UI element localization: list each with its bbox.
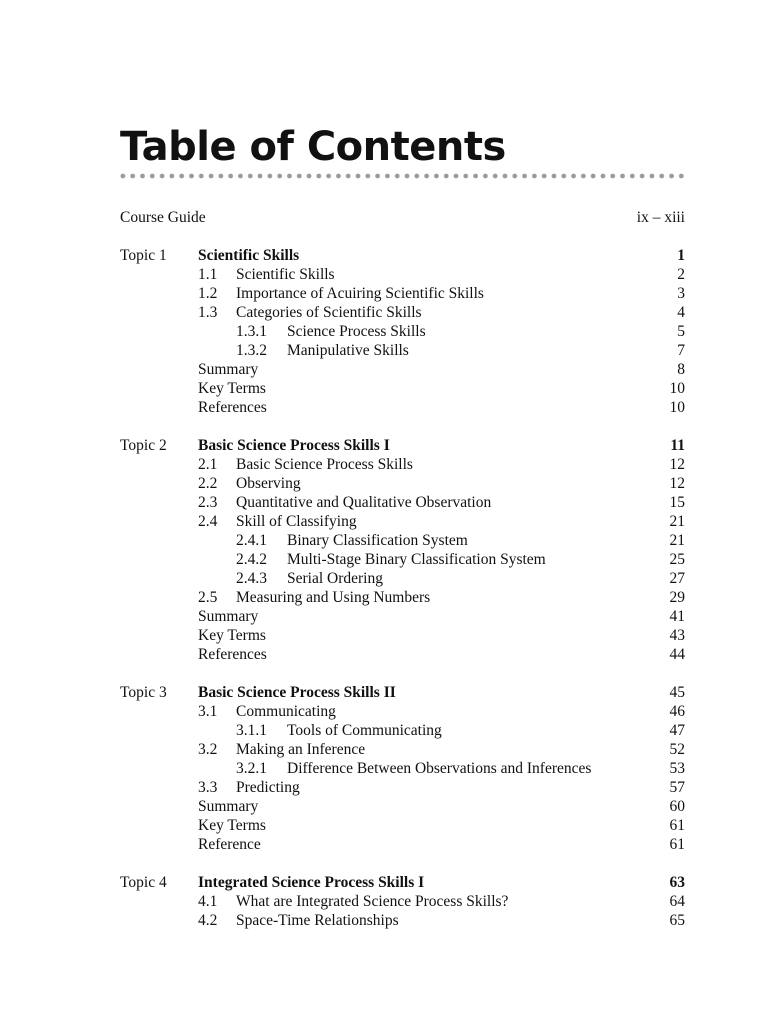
toc-page-number: 2: [677, 266, 685, 283]
toc-topic-title: Basic Science Process Skills II: [198, 684, 396, 701]
toc-page-number: 53: [669, 760, 685, 777]
toc-entry-title: References: [198, 646, 267, 663]
toc-page-number: 46: [669, 703, 685, 720]
toc-entry[interactable]: [120, 398, 685, 417]
toc-page-number: 12: [669, 475, 685, 492]
table-of-contents: [120, 208, 685, 930]
toc-topic-title: Integrated Science Process Skills I: [198, 874, 425, 891]
toc-entry[interactable]: [120, 740, 685, 759]
toc-page-number: 11: [670, 437, 685, 454]
dotted-divider: [118, 172, 684, 180]
toc-entry-title: Serial Ordering: [287, 570, 383, 587]
toc-page-number: 7: [677, 342, 685, 359]
toc-entry-label: Course Guide: [120, 209, 206, 226]
toc-topic-label: Topic 3: [120, 684, 167, 701]
toc-page-number: 27: [669, 570, 685, 587]
toc-spacer: [120, 664, 685, 683]
toc-section-number: 1.3: [198, 304, 218, 321]
toc-entry[interactable]: [120, 721, 685, 740]
toc-entry-title: Categories of Scientific Skills: [236, 304, 422, 321]
toc-page-number: ix – xiii: [636, 209, 685, 226]
toc-entry[interactable]: [120, 455, 685, 474]
toc-page-number: 12: [669, 456, 685, 473]
toc-page-number: 5: [677, 323, 685, 340]
toc-section-number: 1.3.1: [236, 323, 267, 340]
toc-entry-title: Summary: [198, 361, 259, 378]
toc-entry[interactable]: [120, 588, 685, 607]
toc-page-number: 15: [669, 494, 685, 511]
toc-entry-title: Key Terms: [198, 817, 266, 834]
toc-topic-title: Basic Science Process Skills I: [198, 437, 390, 454]
toc-entry-title: Measuring and Using Numbers: [236, 589, 431, 606]
toc-section-number: 2.4.2: [236, 551, 267, 568]
toc-page-number: 57: [669, 779, 685, 796]
toc-entry-title: Key Terms: [198, 627, 266, 644]
toc-page-number: 4: [677, 304, 685, 321]
toc-page-number: 10: [669, 399, 685, 416]
toc-entry[interactable]: [120, 645, 685, 664]
page-title: Table of Contents: [120, 124, 506, 170]
toc-entry[interactable]: [120, 797, 685, 816]
toc-topic-heading[interactable]: [120, 873, 685, 892]
toc-entry[interactable]: [120, 816, 685, 835]
toc-row-course-guide[interactable]: [120, 208, 685, 227]
toc-section-number: 3.3: [198, 779, 218, 796]
toc-entry-title: Summary: [198, 798, 259, 815]
toc-entry[interactable]: [120, 892, 685, 911]
toc-section-number: 3.1: [198, 703, 218, 720]
toc-entry[interactable]: [120, 759, 685, 778]
toc-entry-title: Predicting: [236, 779, 300, 796]
toc-page-number: 45: [669, 684, 685, 701]
toc-entry-title: Summary: [198, 608, 259, 625]
toc-page-number: 65: [669, 912, 685, 929]
toc-entry-title: Binary Classification System: [287, 532, 468, 549]
toc-topic-title: Scientific Skills: [198, 247, 300, 264]
toc-topic-label: Topic 1: [120, 247, 167, 264]
toc-entry-title: Difference Between Observations and Inferences: [287, 760, 592, 777]
toc-page-number: 63: [669, 874, 685, 891]
toc-page-number: 47: [669, 722, 685, 739]
toc-entry-title: Tools of Communicating: [287, 722, 442, 739]
toc-section-number: 3.2.1: [236, 760, 267, 777]
toc-page-number: 64: [669, 893, 685, 910]
toc-section-number: 2.4.3: [236, 570, 267, 587]
toc-entry[interactable]: [120, 626, 685, 645]
toc-entry-title: What are Integrated Science Process Skills?: [236, 893, 509, 910]
toc-section-number: 2.1: [198, 456, 218, 473]
toc-page-number: 21: [669, 532, 685, 549]
toc-page-number: 61: [669, 817, 685, 834]
toc-entry[interactable]: [120, 550, 685, 569]
toc-entry-title: Communicating: [236, 703, 336, 720]
toc-entry-title: Key Terms: [198, 380, 266, 397]
toc-section-number: 1.2: [198, 285, 218, 302]
toc-page-number: 3: [677, 285, 685, 302]
toc-entry-title: References: [198, 399, 267, 416]
toc-entry[interactable]: [120, 493, 685, 512]
toc-entry[interactable]: [120, 512, 685, 531]
toc-topic-label: Topic 2: [120, 437, 167, 454]
toc-entry-title: Skill of Classifying: [236, 513, 357, 530]
toc-entry[interactable]: [120, 531, 685, 550]
toc-entry-title: Importance of Acuiring Scientific Skills: [236, 285, 484, 302]
toc-section-number: 2.2: [198, 475, 218, 492]
toc-entry-title: Scientific Skills: [236, 266, 335, 283]
toc-topic-heading[interactable]: [120, 246, 685, 265]
toc-page-number: 43: [669, 627, 685, 644]
toc-entry[interactable]: [120, 569, 685, 588]
toc-page-number: 52: [669, 741, 685, 758]
toc-page-number: 21: [669, 513, 685, 530]
toc-page-number: 60: [669, 798, 685, 815]
toc-entry-title: Quantitative and Qualitative Observation: [236, 494, 492, 511]
toc-page-number: 8: [677, 361, 685, 378]
toc-section-number: 2.5: [198, 589, 218, 606]
toc-spacer: [120, 854, 685, 873]
toc-section-number: 1.1: [198, 266, 218, 283]
toc-entry[interactable]: [120, 911, 685, 930]
toc-entry[interactable]: [120, 322, 685, 341]
toc-page-number: 44: [669, 646, 685, 663]
toc-entry[interactable]: [120, 265, 685, 284]
toc-entry-title: Making an Inference: [236, 741, 366, 758]
toc-entry[interactable]: [120, 284, 685, 303]
toc-section-number: 2.3: [198, 494, 218, 511]
toc-page-number: 61: [669, 836, 685, 853]
toc-page-number: 10: [669, 380, 685, 397]
toc-entry[interactable]: [120, 303, 685, 322]
toc-page-number: 25: [669, 551, 685, 568]
toc-topic-heading[interactable]: [120, 436, 685, 455]
toc-section-number: 4.1: [198, 893, 218, 910]
toc-entry-title: Science Process Skills: [287, 323, 426, 340]
toc-section-number: 4.2: [198, 912, 218, 929]
toc-entry-title: Basic Science Process Skills: [236, 456, 413, 473]
toc-page-number: 41: [669, 608, 685, 625]
toc-entry[interactable]: [120, 835, 685, 854]
toc-section-number: 3.1.1: [236, 722, 267, 739]
toc-entry[interactable]: [120, 474, 685, 493]
toc-section-number: 2.4.1: [236, 532, 267, 549]
toc-topic-label: Topic 4: [120, 874, 167, 891]
toc-entry-title: Manipulative Skills: [287, 342, 409, 359]
toc-section-number: 2.4: [198, 513, 218, 530]
toc-page-number: 1: [677, 247, 685, 264]
toc-entry-title: Reference: [198, 836, 261, 853]
toc-page-number: 29: [669, 589, 685, 606]
toc-entry[interactable]: [120, 778, 685, 797]
toc-entry-title: Multi-Stage Binary Classification System: [287, 551, 546, 568]
toc-entry[interactable]: [120, 607, 685, 626]
toc-entry[interactable]: [120, 702, 685, 721]
toc-spacer: [120, 227, 685, 246]
toc-section-number: 1.3.2: [236, 342, 267, 359]
toc-entry[interactable]: [120, 360, 685, 379]
toc-entry[interactable]: [120, 341, 685, 360]
toc-section-number: 3.2: [198, 741, 218, 758]
toc-entry-title: Space-Time Relationships: [236, 912, 399, 929]
toc-entry[interactable]: [120, 379, 685, 398]
toc-spacer: [120, 417, 685, 436]
toc-entry-title: Observing: [236, 475, 301, 492]
toc-topic-heading[interactable]: [120, 683, 685, 702]
